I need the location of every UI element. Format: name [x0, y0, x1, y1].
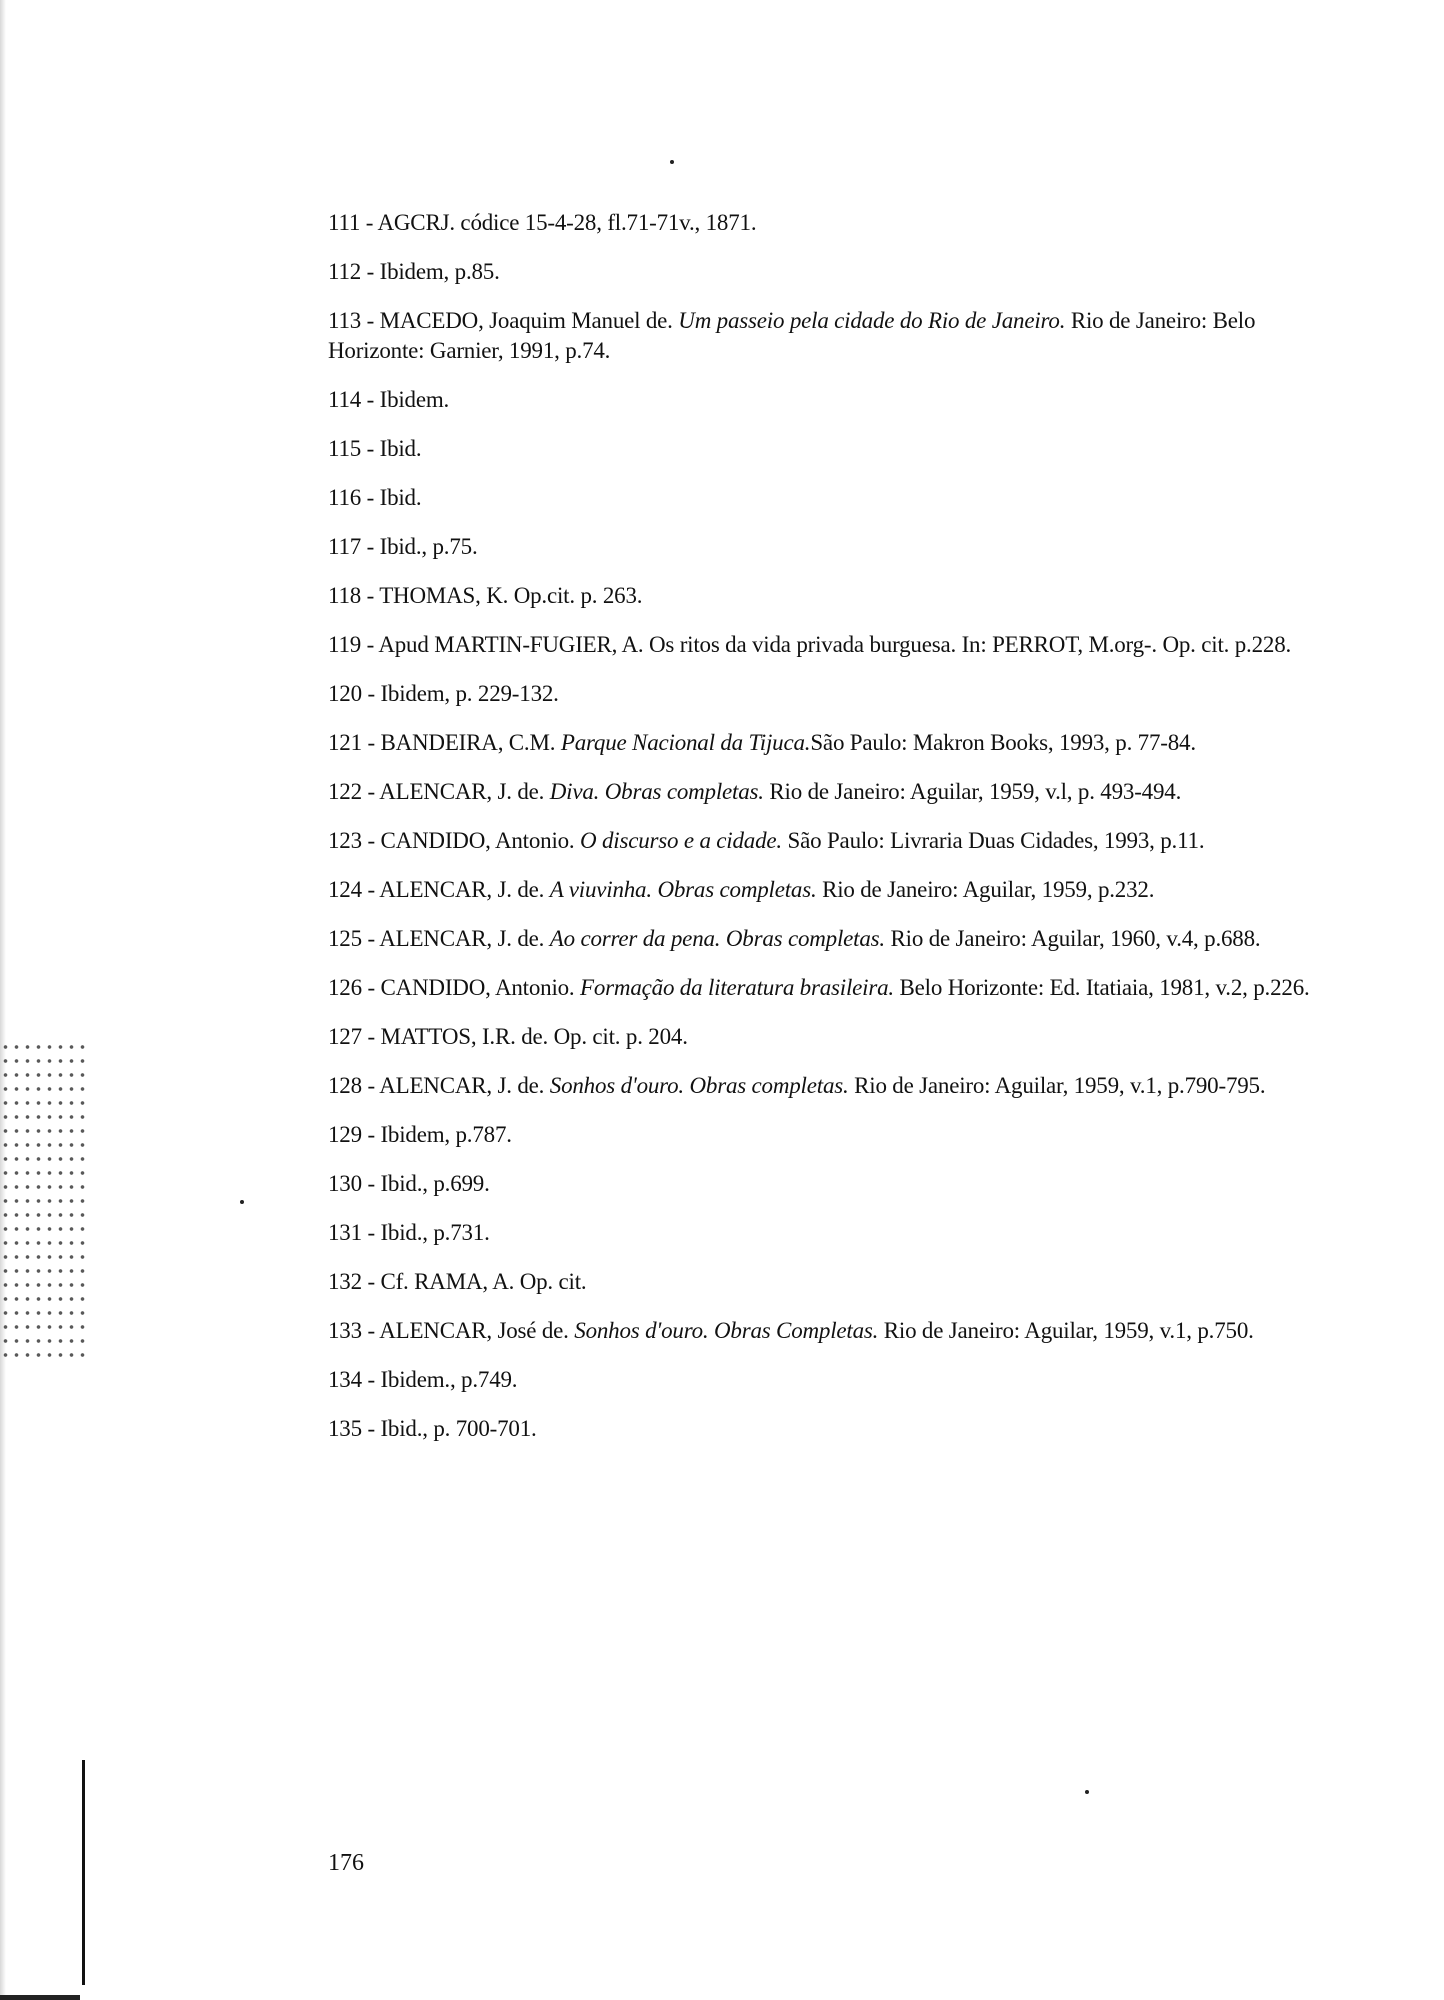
speck-mark	[1085, 1790, 1089, 1794]
endnote-item: 113 - MACEDO, Joaquim Manuel de. Um passeio pela cidade do Rio de Janeiro. Rio de Janeiro: Belo Horizonte: Garnier, 1991, p.74.	[328, 308, 1256, 363]
scan-margin-artifact	[0, 1040, 90, 1360]
endnote-item: 134 - Ibidem., p.749.	[328, 1367, 518, 1392]
endnotes-list	[328, 208, 1340, 1463]
endnote-item: 116 - Ibid.	[328, 485, 422, 510]
scan-bottom-artifact	[0, 1995, 80, 2000]
endnote-item: 133 - ALENCAR, José de. Sonhos d'ouro. Obras Completas. Rio de Janeiro: Aguilar, 1959, v.1, p.750.	[328, 1318, 1254, 1343]
endnote-item: 131 - Ibid., p.731.	[328, 1220, 490, 1245]
endnote-item: 118 - THOMAS, K. Op.cit. p. 263.	[328, 583, 643, 608]
endnote-item: 124 - ALENCAR, J. de. A viuvinha. Obras completas. Rio de Janeiro: Aguilar, 1959, p.232.	[328, 877, 1155, 902]
endnote-item: 111 - AGCRJ. códice 15-4-28, fl.71-71v., 1871.	[328, 210, 757, 235]
endnote-item: 135 - Ibid., p. 700-701.	[328, 1416, 537, 1441]
endnote-item: 122 - ALENCAR, J. de. Diva. Obras completas. Rio de Janeiro: Aguilar, 1959, v.l, p. 493-494.	[328, 779, 1182, 804]
endnote-item: 121 - BANDEIRA, C.M. Parque Nacional da Tijuca.São Paulo: Makron Books, 1993, p. 77-84.	[328, 730, 1196, 755]
endnote-item: 128 - ALENCAR, J. de. Sonhos d'ouro. Obras completas. Rio de Janeiro: Aguilar, 1959, v.1, p.790-795.	[328, 1073, 1266, 1098]
endnote-item: 130 - Ibid., p.699.	[328, 1171, 490, 1196]
endnote-item: 115 - Ibid.	[328, 436, 422, 461]
page-number: 176	[328, 1850, 364, 1876]
endnote-item: 126 - CANDIDO, Antonio. Formação da literatura brasileira. Belo Horizonte: Ed. Itatiaia, 1981, v.2, p.226.	[328, 975, 1310, 1000]
endnote-item: 120 - Ibidem, p. 229-132.	[328, 681, 559, 706]
scan-edge-shadow	[0, 0, 6, 2000]
endnote-item: 123 - CANDIDO, Antonio. O discurso e a cidade. São Paulo: Livraria Duas Cidades, 1993, p.11.	[328, 828, 1205, 853]
scan-margin-line	[82, 1760, 85, 1985]
endnote-item: 127 - MATTOS, I.R. de. Op. cit. p. 204.	[328, 1024, 688, 1049]
endnote-item: 114 - Ibidem.	[328, 387, 450, 412]
endnote-item: 129 - Ibidem, p.787.	[328, 1122, 512, 1147]
endnote-item: 117 - Ibid., p.75.	[328, 534, 478, 559]
speck-mark	[240, 1200, 244, 1204]
speck-mark	[670, 160, 674, 164]
endnote-item: 125 - ALENCAR, J. de. Ao correr da pena. Obras completas. Rio de Janeiro: Aguilar, 1960, v.4, p.688.	[328, 926, 1261, 951]
endnote-item: 112 - Ibidem, p.85.	[328, 259, 500, 284]
endnote-item: 132 - Cf. RAMA, A. Op. cit.	[328, 1269, 587, 1294]
endnote-item: 119 - Apud MARTIN-FUGIER, A. Os ritos da vida privada burguesa. In: PERROT, M.org-. Op. cit. p.228.	[328, 632, 1292, 657]
